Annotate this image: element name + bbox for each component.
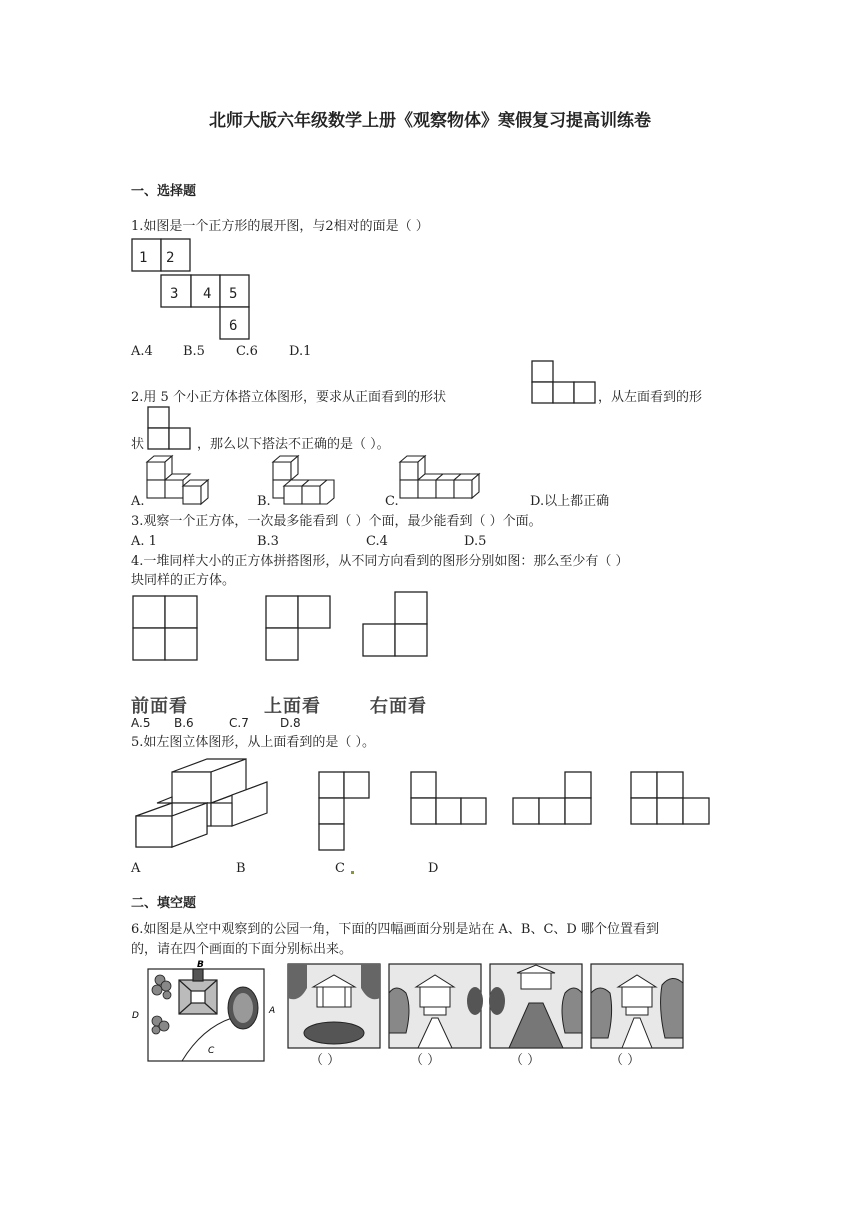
q5-option-d-figure	[512, 771, 592, 831]
q4-right-view	[362, 591, 432, 661]
q1-option-b: B.5	[183, 344, 205, 359]
scene-1	[287, 963, 382, 1049]
view-label-front: 前面看	[131, 696, 188, 717]
q2-option-b-figure	[272, 455, 347, 505]
net-label-2: 2	[166, 250, 175, 266]
q2-option-b: B.	[257, 494, 271, 509]
q1-option-d: D.1	[289, 344, 312, 359]
section-heading-fill: 二、填空题	[131, 896, 197, 911]
q3-option-a: A. 1	[131, 534, 157, 549]
scene-2-blank[interactable]: （ ）	[410, 1053, 441, 1068]
question-2-text-c: 状	[131, 437, 145, 452]
question-5-text: 5.如左图立体图形，从上面看到的是（ ）。	[131, 735, 376, 750]
question-2-text-d: ，那么以下搭法不正确的是（ ）。	[197, 437, 390, 452]
page-title: 北师大版六年级数学上册《观察物体》寒假复习提高训练卷	[209, 111, 651, 131]
scene-2	[388, 963, 483, 1049]
map-label-c: C	[208, 1046, 215, 1056]
q5-option-b-figure	[318, 771, 378, 851]
q3-option-c: C.4	[366, 534, 388, 549]
q2-option-d: D.以上都正确	[530, 494, 610, 509]
q1-option-c: C.6	[236, 344, 258, 359]
scene-4	[590, 963, 685, 1049]
question-6-text-a: 6.如图是从空中观察到的公园一角，下面的四幅画面分别是站在 A、B、C、D 哪个位置看到	[131, 922, 659, 937]
net-label-3: 3	[170, 286, 179, 302]
view-label-right: 右面看	[370, 696, 427, 717]
q4-front-view	[132, 595, 202, 665]
q5-option-b: B	[236, 861, 246, 876]
map-label-b: B	[197, 960, 204, 970]
net-label-4: 4	[203, 286, 212, 302]
q5-option-a: A	[131, 861, 141, 876]
q5-option-e-figure	[630, 771, 710, 831]
q2-option-a-figure	[146, 455, 221, 505]
scene-4-blank[interactable]: （ ）	[610, 1053, 641, 1068]
q5-option-d: D	[428, 861, 439, 876]
left-view-figure	[148, 407, 198, 451]
q4-option-d: D.8	[280, 716, 301, 730]
scene-3	[489, 963, 584, 1049]
q4-top-view	[265, 595, 335, 665]
scene-3-blank[interactable]: （ ）	[510, 1053, 541, 1068]
q2-option-c: C.	[385, 494, 399, 509]
map-label-a: A	[269, 1006, 276, 1016]
net-label-6: 6	[229, 318, 238, 334]
q3-option-d: D.5	[464, 534, 487, 549]
q5-option-c-figure	[410, 771, 490, 831]
question-2-text-a: 2.用 5 个小正方体搭立体图形，要求从正面看到的形状	[131, 390, 446, 405]
scene-1-blank[interactable]: （ ）	[310, 1053, 341, 1068]
net-label-1: 1	[139, 250, 148, 266]
q4-option-a: A.5	[131, 716, 151, 730]
front-view-figure	[532, 361, 602, 405]
question-6-text-b: 的，请在四个画面的下面分别标出来。	[131, 942, 353, 957]
park-map	[132, 958, 276, 1068]
map-label-d: D	[132, 1011, 139, 1021]
view-label-top: 上面看	[264, 696, 321, 717]
q2-option-c-figure	[399, 455, 484, 505]
section-heading-choice: 一、选择题	[131, 184, 197, 199]
q5-option-c: C	[335, 861, 345, 876]
q2-option-a: A.	[131, 494, 145, 509]
q5-solid-figure	[132, 758, 282, 858]
question-4-text-a: 4.一堆同样大小的正方体拼搭图形，从不同方向看到的图形分别如图：那么至少有（ ）	[131, 554, 629, 569]
question-2-text-b: ，从左面看到的形	[598, 390, 703, 405]
stray-mark	[351, 871, 354, 874]
q3-option-b: B.3	[257, 534, 279, 549]
question-3-text: 3.观察一个正方体，一次最多能看到（ ）个面，最少能看到（ ）个面。	[131, 514, 542, 529]
q1-option-a: A.4	[131, 344, 153, 359]
q4-option-b: B.6	[174, 716, 194, 730]
net-label-5: 5	[229, 286, 238, 302]
q4-option-c: C.7	[229, 716, 249, 730]
question-4-text-b: 块同样的正方体。	[131, 573, 236, 588]
cube-net-figure	[131, 238, 261, 348]
question-1-text: 1.如图是一个正方形的展开图，与2相对的面是（ ）	[131, 219, 429, 234]
